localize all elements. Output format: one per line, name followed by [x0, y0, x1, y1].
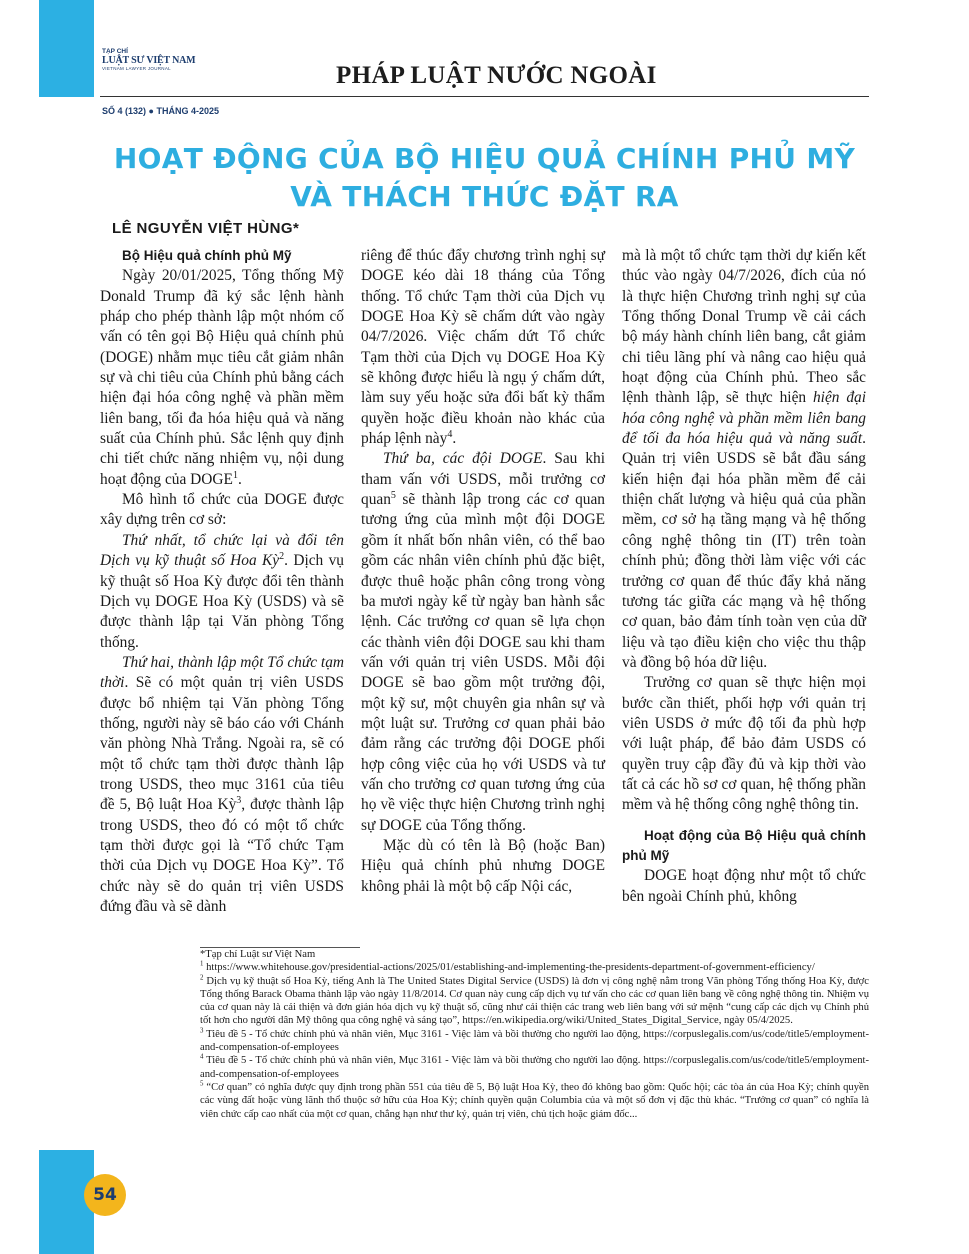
paragraph: Thứ nhất, tổ chức lại và đổi tên Dịch vụ kỹ thuật số Hoa Kỳ$^2$. Dịch vụ kỹ thuật số Hoa Kỳ được đổi tên thành Dịch vụ DOGE Hoa Kỳ (USDS) và sẽ được thành lập tại Văn phòng Tổng thống.: [100, 531, 344, 651]
paragraph: Ngày 20/01/2025, Tổng thống Mỹ Donald Trump đã ký sắc lệnh hành pháp cho phép thành lập một nhóm cố vấn có tên gọi Bộ Hiệu quả chính phủ (DOGE) nhằm mục tiêu cắt giảm nhân sự và chi tiêu của Chính phủ bằng cách hiện đại hóa công nghệ và phần mềm liên bang, tối đa hóa hiệu quả và năng suất của Chính phủ. Sắc lệnh quy định chi tiết chức năng nhiệm vụ, nội dung hoạt động của DOGE$^1$.: [100, 267, 344, 488]
issue-info: SỐ 4 (132) ● THÁNG 4-2025: [102, 106, 219, 116]
footnotes: [200, 948, 869, 1121]
footnote: $^3$ Tiêu đề 5 - Tổ chức chính phủ và nhân viên, Mục 3161 - Việc làm và bồi thường cho người lao động, https://corpuslegalis.com/us/code/title5/employment-and-compensation-of-employees: [200, 1027, 869, 1054]
author-byline: LÊ NGUYỄN VIỆT HÙNG*: [112, 220, 300, 237]
column-2: [361, 246, 605, 897]
article-title: HOẠT ĐỘNG CỦA BỘ HIỆU QUẢ CHÍNH PHỦ MỸ VÀ THÁCH THỨC ĐẶT RA: [113, 142, 856, 213]
section-title: PHÁP LUẬT NƯỚC NGOÀI: [336, 62, 657, 89]
footnote-link[interactable]: https://www.whitehouse.gov/presidential-actions/2025/01/establishing-and-implementing-the-presidents-department-of-government-efficiency/: [206, 962, 815, 974]
paragraph: Mô hình tổ chức của DOGE được xây dựng trên cơ sở:: [100, 491, 344, 529]
footnote: $^5$ “Cơ quan” có nghĩa được quy định trong phần 551 của tiêu đề 5, Bộ luật Hoa Kỳ, theo đó không bao gồm: Quốc hội; các tòa án của Hoa Kỳ; chính quyền các vùng đất hoặc vùng lãnh thổ thuộc sở hữu của Hoa Kỳ; chính quyền quận Columbia của và một số đơn vị đặc thù khác. “Trưởng cơ quan” có nghĩa là viên chức cấp cao nhất của một cơ quan, chẳng hạn như thư ký, quản trị viên, chủ tịch hoặc giám đốc...: [200, 1080, 869, 1120]
paragraph: DOGE hoạt động như một tổ chức bên ngoài Chính phủ, không: [622, 867, 866, 905]
subheading: Hoạt động của Bộ Hiệu quả chính phủ Mỹ: [622, 827, 866, 863]
column-1: [100, 246, 344, 917]
paragraph: mà là một tổ chức tạm thời dự kiến kết thúc vào ngày 04/7/2026, đích của nó là thực hiện Chương trình nghị sự của Tổng thống Donal Trump về cải cách bộ máy hành chính liên bang, cắt giảm chi tiêu lãng phí và nâng cao hiệu quả hoạt động của Chính phủ. Theo sắc lệnh thành lập, sẽ thực hiện hiện đại hóa công nghệ và phần mềm liên bang để tối đa hóa hiệu quả và năng suất. Quản trị viên USDS sẽ bắt đầu sáng kiến hiện đại hóa phần mềm để cải thiện chất lượng và hiệu quả của phần mềm, cơ sở hạ tầng mạng và hệ thống công nghệ thông tin (IT) trên toàn chính phủ; đồng thời làm việc với các trưởng cơ quan để thúc đẩy khả năng tương tác giữa các mạng và hệ thống cơ quan, bảo đảm tính toàn vẹn của dữ liệu và tạo điều kiện cho việc thu thập và đồng bộ hóa dữ liệu.: [622, 247, 867, 671]
page-number: 54: [84, 1174, 126, 1216]
paragraph: Thứ hai, thành lập một Tổ chức tạm thời. Sẽ có một quản trị viên USDS được bổ nhiệm tại Văn phòng Tổng thống, người này sẽ báo cáo với Chánh văn phòng Nhà Trắng. Ngoài ra, sẽ có một tổ chức tạm thời được thành lập trong USDS, theo mục 3161 của tiêu đề 5, Bộ luật Hoa Kỳ$^3$, được thành lập trong USDS, theo đó có một tổ chức tạm thời được gọi là “Tổ chức Tạm thời của Dịch vụ DOGE Hoa Kỳ”. Tổ chức này sẽ do quản trị viên USDS đứng đầu và sẽ dành: [100, 653, 344, 915]
footnote: $^1$ https://www.whitehouse.gov/presidential-actions/2025/01/establishing-and-implementing-the-presidents-department-of-government-efficiency/: [200, 960, 815, 974]
paragraph: Thứ ba, các đội DOGE. Sau khi tham vấn với USDS, mỗi trưởng cơ quan$^5$ sẽ thành lập trong các cơ quan tương ứng của mình một đội DOGE gồm ít nhất bốn nhân viên, có thể bao gồm các nhân viên chính phủ đặc biệt, được thuê hoặc phân công trong vòng ba mươi ngày kể từ ngày ban hành sắc lệnh. Các trưởng cơ quan sẽ lựa chọn các thành viên đội DOGE sau khi tham vấn với quản trị viên USDS. Mỗi đội DOGE sẽ bao gồm một trưởng đội, một kỹ sư, một chuyên gia nhân sự và một luật sư. Trưởng cơ quan phải bảo đảm rằng các trưởng đội DOGE phối hợp công việc của họ với USDS và tư vấn cho trưởng cơ quan tương ứng của họ về việc thực hiện Chương trình nghị sự DOGE của Tổng thống.: [361, 450, 605, 834]
header-divider: [100, 96, 869, 97]
magazine-name: LUẬT SƯ VIỆT NAM: [102, 55, 196, 66]
top-accent-bar: [39, 0, 94, 97]
subheading: Bộ Hiệu quả chính phủ Mỹ: [122, 248, 292, 263]
footnote: *Tạp chí Luật sư Việt Nam: [200, 949, 316, 960]
footnote: $^4$ Tiêu đề 5 - Tổ chức chính phủ và nhân viên, Mục 3161 - Việc làm và bồi thường cho người lao động. https://corpuslegalis.com/us/code/title5/employment-and-compensation-of-employees: [200, 1053, 869, 1080]
column-3: [622, 246, 866, 907]
footnote: $^2$ Dịch vụ kỹ thuật số Hoa Kỳ, tiếng Anh là The United States Digital Service (USDS) là đơn vị công nghệ nằm trong Văn phòng Tổng thống Hoa Kỳ, được Tổng thống Barack Obama thành lập vào ngày 11/8/2014. Cơ quan này cung cấp dịch vụ tư vấn cho các cơ quan liên bang về công nghệ thông tin. Nhiệm vụ của cơ quan này là cải thiện và đơn giản hóa dịch vụ kỹ thuật số, cũng như cải thiện các trang web liên bang với sứ mệnh “cung cấp các dịch vụ Chính phủ tốt hơn cho người dân Mỹ thông qua công nghệ và sáng tạo”, https://en.wikipedia.org/wiki/United_States_Digital_Service, ngày 05/4/2025.: [200, 974, 869, 1027]
magazine-logo: TẠP CHÍ LUẬT SƯ VIỆT NAM VIETNAM LAWYER JOURNAL: [102, 48, 242, 72]
paragraph: riêng để thúc đẩy chương trình nghị sự DOGE kéo dài 18 tháng của Tổng thống. Tổ chức Tạm thời của Dịch vụ DOGE Hoa Kỳ sẽ chấm dứt vào ngày 04/7/2026. Việc chấm dứt Tổ chức Tạm thời của Dịch vụ DOGE Hoa Kỳ sẽ không được hiểu là ngụ ý chấm dứt, làm suy yếu hoặc sửa đổi bất kỳ thẩm quyền hoặc điều khoản nào khác của pháp lệnh này$^4$.: [361, 247, 605, 448]
paragraph: Mặc dù có tên là Bộ (hoặc Ban) Hiệu quả chính phủ nhưng DOGE không phải là một bộ cấp Nội các,: [361, 836, 605, 895]
paragraph: Trưởng cơ quan sẽ thực hiện mọi bước cần thiết, phối hợp với quản trị viên USDS ở mức độ tối đa phù hợp với luật pháp, để bảo đảm USDS có quyền truy cập đầy đủ và kịp thời vào tất cả các hồ sơ cơ quan, hệ thống phần mềm và hệ thống công nghệ thông tin.: [622, 674, 866, 814]
